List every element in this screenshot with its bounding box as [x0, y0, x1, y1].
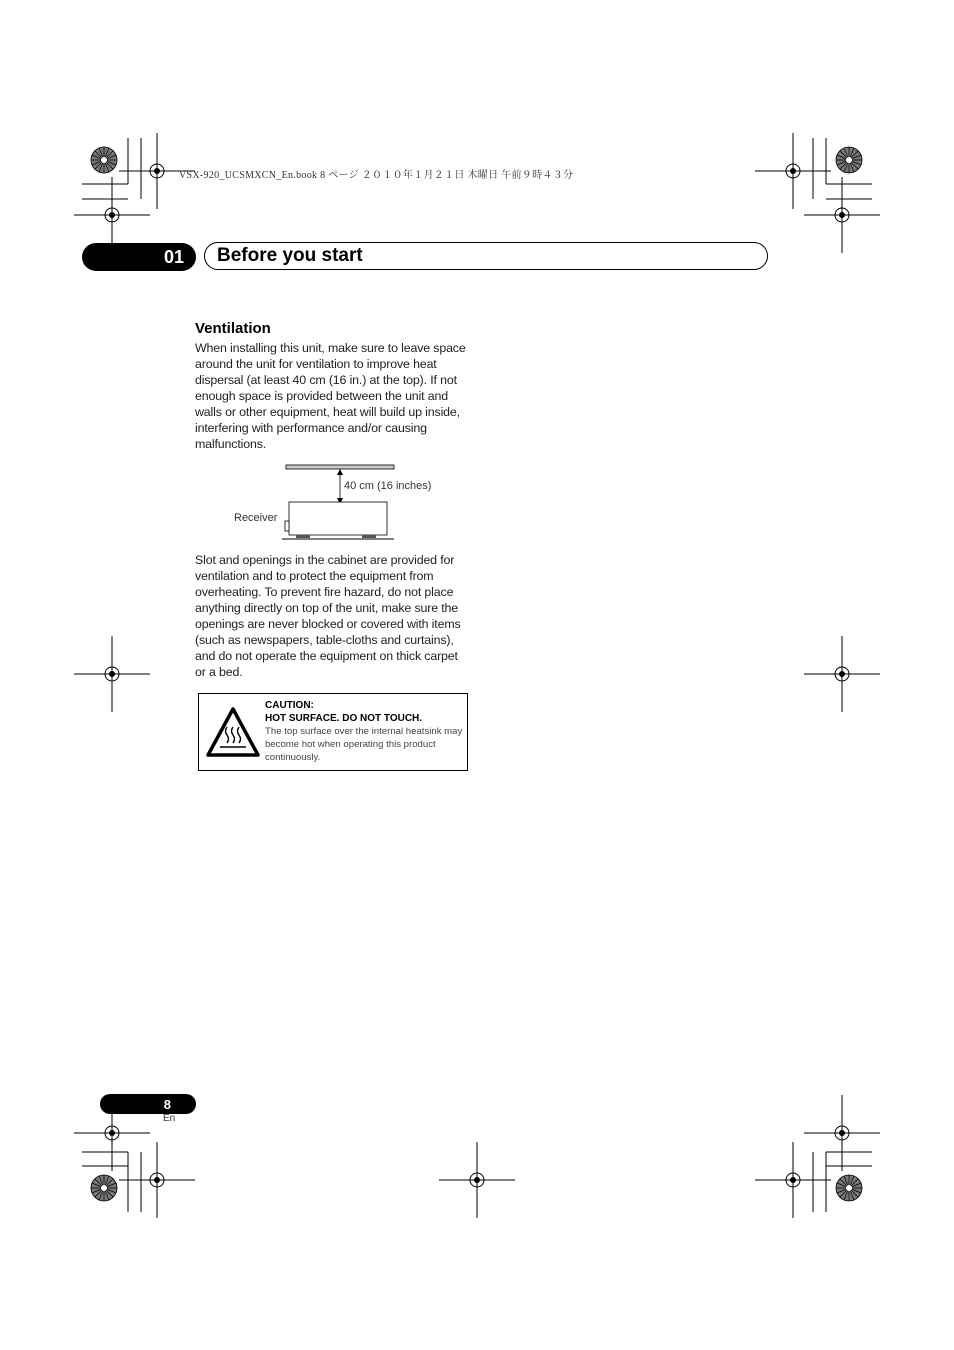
- chapter-number-badge: [82, 243, 196, 271]
- page-number: 8: [163, 1096, 171, 1112]
- caution-title: CAUTION:: [265, 700, 314, 711]
- receiver-label: Receiver: [234, 512, 278, 524]
- clearance-arrow-top: [337, 469, 343, 475]
- ventilation-diagram: [230, 462, 460, 546]
- receiver-body: [289, 502, 387, 535]
- shelf-above: [286, 465, 394, 469]
- page-number-badge: [100, 1094, 196, 1114]
- caution-text: [265, 699, 465, 764]
- chapter-number: 01: [163, 246, 184, 267]
- caution-subtitle: HOT SURFACE. DO NOT TOUCH.: [265, 713, 423, 724]
- ventilation-paragraph-2: Slot and openings in the cabinet are provided for ventilation and to protect the equipment from overheating. To prevent fire hazard, do not place anything directly on top of the unit, make sure the openings are never blocked or covered with items (such as newspapers, table-cloths and curtains), and do not operate the equipment on thick carpet or a bed.: [195, 553, 461, 679]
- receiver-foot-right: [362, 535, 376, 538]
- receiver-knob: [285, 521, 289, 531]
- hot-surface-warning-icon: [205, 706, 261, 758]
- clearance-label: 40 cm (16 inches): [344, 480, 432, 492]
- chapter-title-bar: [204, 242, 768, 270]
- ventilation-paragraph-1: When installing this unit, make sure to leave space around the unit for ventilation to improve heat dispersal (at least 40 cm (16 in.) at the top). If not enough space is provided between the unit and walls or other equipment, heat will build up inside, interfering with performance and/or causing malfunctions.: [195, 341, 466, 451]
- chapter-title: Before you start: [217, 245, 363, 266]
- caution-box: [198, 693, 468, 771]
- caution-detail: The top surface over the internal heatsink may become hot when operating this product continuously.: [265, 726, 463, 763]
- print-header: VSX-920_UCSMXCN_En.book 8 ページ ２０１０年１月２１日 木曜日 午前９時４３分: [179, 170, 574, 181]
- page-language: En: [163, 1113, 176, 1124]
- section-heading: Ventilation: [195, 320, 271, 337]
- receiver-foot-left: [296, 535, 310, 538]
